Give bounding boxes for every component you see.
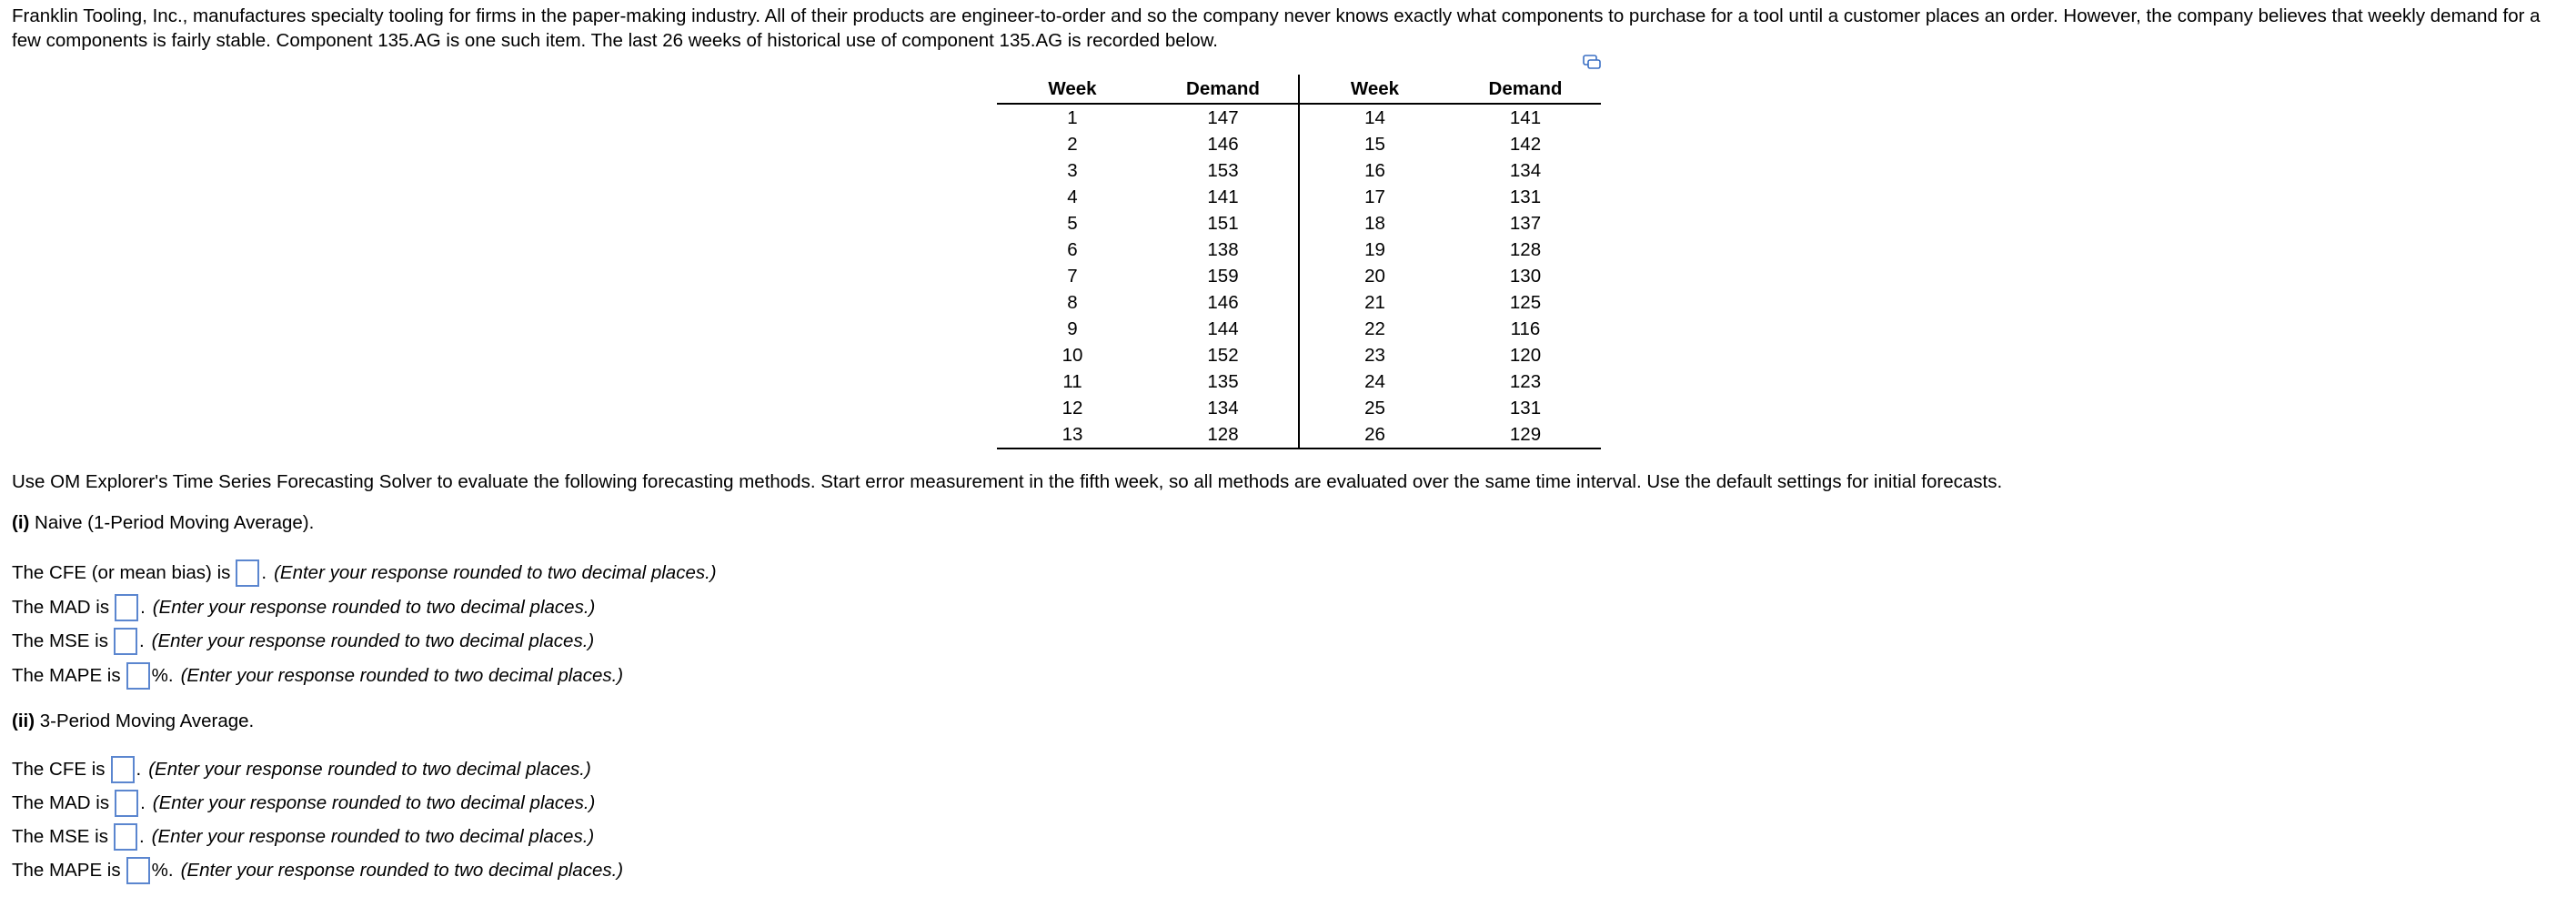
header-week-1: Week: [997, 75, 1148, 104]
part-2-answer-row: [12, 855, 623, 886]
answer-label: The MSE is: [12, 630, 108, 651]
table-row: [997, 421, 1601, 448]
answer-hint: (Enter your response rounded to two decimal places.): [151, 630, 595, 651]
table-row: [997, 157, 1601, 184]
answer-hint: (Enter your response rounded to two decimal places.): [148, 759, 591, 780]
week-cell: 7: [1067, 265, 1078, 287]
table-row: [997, 131, 1601, 157]
answer-suffix: .: [138, 826, 145, 847]
part-2-answer-row: [12, 754, 591, 785]
demand-cell: 123: [1509, 370, 1542, 392]
table-row: [997, 289, 1601, 316]
answer-input[interactable]: [115, 790, 138, 817]
part-1-answer-row: [12, 558, 717, 589]
week-cell: 17: [1364, 186, 1385, 207]
table-row: [997, 184, 1601, 210]
demand-cell: 120: [1509, 344, 1542, 366]
demand-cell: 146: [1148, 131, 1299, 157]
demand-cell: 129: [1450, 421, 1601, 448]
table-row: [997, 263, 1601, 289]
demand-cell: 137: [1509, 212, 1542, 234]
answer-suffix: .: [136, 759, 142, 780]
demand-cell: 134: [1509, 159, 1542, 181]
problem-statement: [12, 4, 2576, 53]
header-week-2: Week: [1299, 75, 1450, 104]
table-row: [997, 316, 1601, 342]
week-cell: 10: [1062, 344, 1083, 366]
answer-label: The CFE (or mean bias) is: [12, 562, 231, 583]
week-cell: 20: [1364, 265, 1385, 287]
week-cell: 2: [1067, 133, 1078, 155]
answer-suffix: .: [140, 596, 146, 618]
answer-input[interactable]: [126, 662, 150, 690]
week-cell: 1: [1067, 106, 1078, 128]
demand-table: [997, 75, 1601, 449]
part-1-answer-row: [12, 626, 594, 657]
answer-label: The MAD is: [12, 792, 110, 813]
table-row: [997, 210, 1601, 237]
copy-data-icon[interactable]: [1583, 55, 1601, 69]
answer-input[interactable]: [236, 559, 259, 587]
answer-input[interactable]: [114, 823, 137, 851]
week-cell: 26: [1299, 421, 1450, 448]
table-row: [997, 104, 1601, 131]
answer-suffix: %.: [151, 664, 174, 686]
answer-hint: (Enter your response rounded to two decimal places.): [152, 792, 596, 813]
intro-line-1: Franklin Tooling, Inc., manufactures specialty tooling for firms in the paper-making industry. All of their products are engineer-to-order and so the company never knows exactly what components to purchase for a tool until a customer places an order. However, the company believes that weekly demand for a: [12, 5, 2541, 26]
demand-cell: 128: [1148, 421, 1299, 448]
part-2-title: 3-Period Moving Average.: [35, 711, 255, 731]
week-cell: 22: [1364, 317, 1385, 339]
part-2-answer-row: [12, 788, 595, 819]
answer-hint: (Enter your response rounded to two decimal places.): [180, 860, 624, 881]
table-row: [997, 395, 1601, 421]
demand-cell: 134: [1148, 395, 1299, 421]
week-cell: 8: [1067, 291, 1078, 313]
demand-cell: 141: [1148, 184, 1299, 210]
part-1-heading: [12, 510, 314, 535]
table-body: [997, 104, 1601, 448]
demand-cell: 147: [1148, 104, 1299, 131]
answer-suffix: .: [138, 630, 145, 651]
demand-cell: 141: [1509, 106, 1542, 128]
week-cell: 5: [1067, 212, 1078, 234]
part-1-title: Naive (1-Period Moving Average).: [29, 512, 315, 533]
answer-input[interactable]: [114, 628, 137, 655]
answer-input[interactable]: [126, 857, 150, 884]
demand-cell: 142: [1509, 133, 1542, 155]
answer-label: The MAD is: [12, 596, 110, 618]
answer-label: The MAPE is: [12, 664, 121, 686]
part-1-answer-row: [12, 592, 595, 623]
demand-cell: 131: [1509, 397, 1542, 418]
demand-cell: 135: [1148, 368, 1299, 395]
week-cell: 18: [1364, 212, 1385, 234]
part-1-answer-row: [12, 660, 623, 691]
demand-cell: 116: [1510, 317, 1541, 339]
week-cell: 6: [1067, 238, 1078, 260]
answer-label: The MSE is: [12, 826, 108, 847]
answer-suffix: .: [140, 792, 146, 813]
week-cell: 13: [997, 421, 1148, 448]
part-2-heading: [12, 709, 254, 733]
answer-input[interactable]: [115, 594, 138, 621]
demand-cell: 128: [1509, 238, 1542, 260]
answer-suffix: .: [261, 562, 267, 583]
demand-cell: 131: [1509, 186, 1542, 207]
week-cell: 9: [1067, 317, 1078, 339]
demand-cell: 138: [1148, 237, 1299, 263]
instructions-text: Use OM Explorer's Time Series Forecasting Solver to evaluate the following forecasting methods. Start error measurement in the fifth week, so all methods are evaluated over the same time interval. Use the default settings for initial forecasts.: [12, 471, 2003, 492]
part-1-number: (i): [12, 512, 30, 533]
answer-input[interactable]: [111, 756, 135, 783]
table-row: [997, 237, 1601, 263]
week-cell: 11: [1062, 370, 1082, 392]
week-cell: 25: [1364, 397, 1385, 418]
week-cell: 19: [1364, 238, 1385, 260]
answer-label: The CFE is: [12, 759, 106, 780]
table-row: [997, 368, 1601, 395]
answer-suffix: %.: [151, 860, 174, 881]
week-cell: 3: [1067, 159, 1078, 181]
week-cell: 24: [1364, 370, 1385, 392]
table-header-row: [997, 75, 1601, 104]
week-cell: 14: [1364, 106, 1385, 128]
answer-hint: (Enter your response rounded to two decimal places.): [152, 596, 596, 618]
week-cell: 4: [1067, 186, 1078, 207]
part-2-number: (ii): [12, 711, 35, 731]
demand-cell: 159: [1148, 263, 1299, 289]
demand-cell: 146: [1148, 289, 1299, 316]
table-row: [997, 342, 1601, 368]
demand-cell: 151: [1148, 210, 1299, 237]
answer-hint: (Enter your response rounded to two decimal places.): [151, 826, 595, 847]
demand-cell: 130: [1509, 265, 1542, 287]
week-cell: 15: [1364, 133, 1385, 155]
answer-label: The MAPE is: [12, 860, 121, 881]
week-cell: 16: [1364, 159, 1385, 181]
header-demand-2: Demand: [1450, 75, 1601, 104]
answer-hint: (Enter your response rounded to two decimal places.): [274, 562, 717, 583]
part-2-answer-row: [12, 821, 594, 852]
demand-cell: 152: [1148, 342, 1299, 368]
header-demand-1: Demand: [1148, 75, 1299, 104]
demand-cell: 153: [1148, 157, 1299, 184]
demand-cell: 144: [1148, 316, 1299, 342]
week-cell: 23: [1364, 344, 1385, 366]
week-cell: 12: [1062, 397, 1083, 418]
demand-cell: 125: [1509, 291, 1542, 313]
answer-hint: (Enter your response rounded to two decimal places.): [180, 664, 624, 686]
week-cell: 21: [1364, 291, 1385, 313]
intro-line-2: few components is fairly stable. Component 135.AG is one such item. The last 26 weeks of historical use of component 135.AG is recorded below.: [12, 30, 1218, 51]
